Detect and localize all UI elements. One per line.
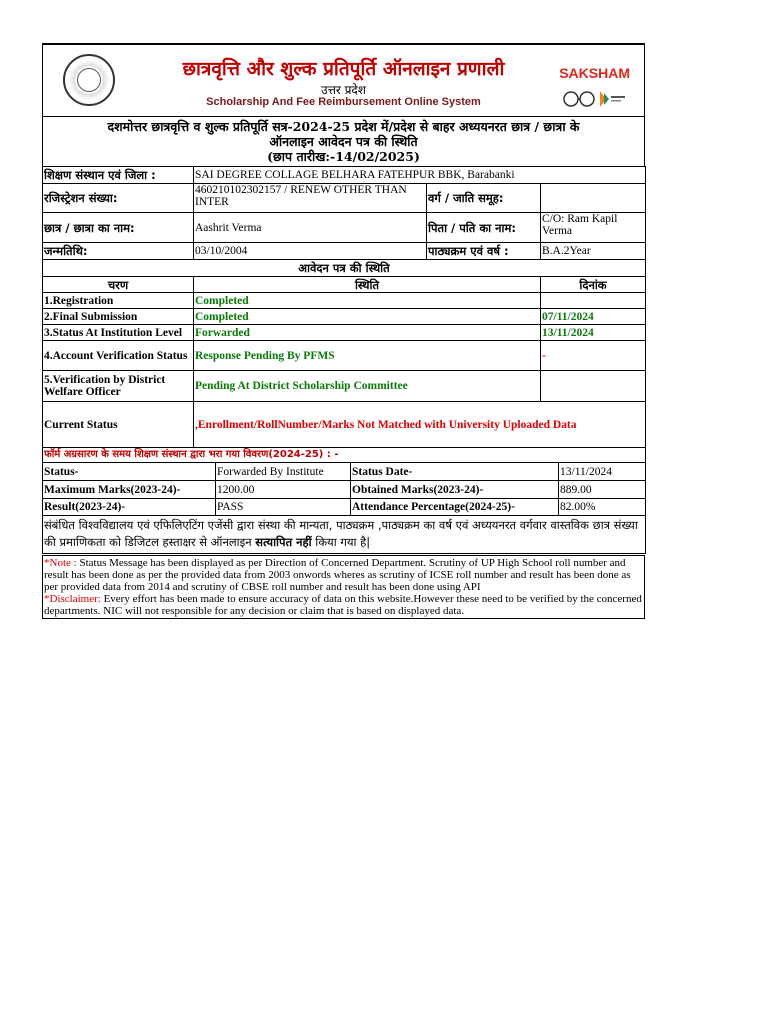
- stage-status: Response Pending By PFMS: [194, 341, 541, 371]
- attendance-label: Attendance Percentage(2024-25)-: [351, 499, 559, 516]
- category-value: [541, 184, 646, 213]
- current-status-value: ,Enrollment/RollNumber/Marks Not Matched with University Uploaded Data: [194, 402, 646, 448]
- course-label: पाठ्यक्रम एवं वर्ष :: [427, 243, 541, 260]
- stage: 5.Verification by District Welfare Officer: [43, 371, 194, 402]
- fwd-status-value: Forwarded By Institute: [216, 463, 351, 481]
- dob-label: जन्मतिथि:: [43, 243, 194, 260]
- max-marks-label: Maximum Marks(2023-24)-: [43, 481, 216, 499]
- stage-status: Forwarded: [194, 325, 541, 341]
- note-text: Status Message has been displayed as per Direction of Concerned Department. Scrutiny of UP High School roll number and result has been done as per the provided data from 2003 onwords wheres as scrutiny of ICSE roll number and result has been done as per provided data from 2014 and scrutiny of CBSE roll number and result has been done using API: [44, 557, 631, 593]
- print-date: (छाप तारीख:-14/02/2025): [267, 149, 420, 164]
- stage-status: Pending At District Scholarship Committee: [194, 371, 541, 402]
- digital-india-logo-icon: [562, 87, 626, 111]
- col-stage: चरण: [43, 277, 194, 293]
- registration-value: 460210102302157 / RENEW OTHER THAN INTER: [194, 184, 427, 213]
- obtained-marks-value: 889.00: [559, 481, 646, 499]
- registration-label: रजिस्ट्रेशन संख्या:: [43, 184, 194, 213]
- stage-date: -: [541, 341, 646, 371]
- fwd-status-date-label: Status Date-: [351, 463, 559, 481]
- note-disclaimer: [42, 555, 645, 619]
- category-label: वर्ग / जाति समूह:: [427, 184, 541, 213]
- course-value: B.A.2Year: [541, 243, 646, 260]
- declaration-text: संबंधित विश्वविद्यालय एवं एफिलिएटिंग एजेंसी द्वारा संस्था की मान्यता, पाठ्यक्रम ,पाठ्यक्रम का वर्ष एवं अध्ययनरत वर्गवार वास्तविक छात्र संख्या की प्रमाणिकता को डिजिटल हस्ताक्षर से ऑनलाइन: [44, 518, 638, 549]
- stage: 1.Registration: [43, 293, 194, 309]
- stage: 3.Status At Institution Level: [43, 325, 194, 341]
- table-row: [43, 371, 646, 402]
- subtitle-line-2: ऑनलाइन आवेदन पत्र की स्थिति: [269, 134, 418, 149]
- subtitle-line-1: दशमोत्तर छात्रवृत्ति व शुल्क प्रतिपूर्ति सत्र-2024-25 प्रदेश में/प्रदेश से बाहर अध्ययनरत छात्र / छात्रा के: [107, 119, 580, 134]
- attendance-value: 82.00%: [559, 499, 646, 516]
- stage-status: Completed: [194, 293, 541, 309]
- declaration: [43, 516, 646, 554]
- fwd-status-label: Status-: [43, 463, 216, 481]
- application-subtitle: [42, 117, 645, 167]
- table-row: [43, 293, 646, 309]
- student-info-table: [42, 166, 646, 277]
- fwd-status-date-value: 13/11/2024: [559, 463, 646, 481]
- table-row: [43, 309, 646, 325]
- table-row: [43, 325, 646, 341]
- note-label: *Note :: [44, 557, 77, 569]
- stage-date: [541, 371, 646, 402]
- header-state: उत्तर प्रदेश: [321, 83, 366, 97]
- header-title-english: Scholarship And Fee Reimbursement Online System: [206, 96, 481, 108]
- stage-date: 07/11/2024: [541, 309, 646, 325]
- disclaimer-text: Every effort has been made to ensure accuracy of data on this website.However these need to be verified by the concerned departments. NIC will not responsible for any decision or claim that is based on displayed data.: [44, 593, 642, 617]
- header: [42, 43, 645, 117]
- obtained-marks-label: Obtained Marks(2023-24)-: [351, 481, 559, 499]
- student-name-label: छात्र / छात्रा का नाम:: [43, 213, 194, 243]
- table-row: [43, 341, 646, 371]
- status-table: [42, 276, 646, 448]
- declaration-end: किया गया है|: [315, 535, 371, 549]
- col-date: दिनांक: [541, 277, 646, 293]
- father-name-value: C/O: Ram Kapil Verma: [541, 213, 646, 243]
- result-label: Result(2023-24)-: [43, 499, 216, 516]
- current-status-label: Current Status: [43, 402, 194, 448]
- disclaimer-label: *Disclaimer:: [44, 593, 101, 605]
- stage: 4.Account Verification Status: [43, 341, 194, 371]
- result-value: PASS: [216, 499, 351, 516]
- dob-value: 03/10/2004: [194, 243, 427, 260]
- institution-value: SAI DEGREE COLLAGE BELHARA FATEHPUR BBK, Barabanki: [194, 167, 646, 184]
- institution-label: शिक्षण संस्थान एवं जिला :: [43, 167, 194, 184]
- saksham-brand: SAKSHAM: [559, 65, 630, 81]
- stage-status: Completed: [194, 309, 541, 325]
- student-name-value: Aashrit Verma: [194, 213, 427, 243]
- father-name-label: पिता / पति का नाम:: [427, 213, 541, 243]
- status-section-heading: आवेदन पत्र की स्थिति: [43, 260, 646, 277]
- stage-date: [541, 293, 646, 309]
- stage-date: 13/11/2024: [541, 325, 646, 341]
- max-marks-value: 1200.00: [216, 481, 351, 499]
- col-status: स्थिति: [194, 277, 541, 293]
- stage: 2.Final Submission: [43, 309, 194, 325]
- header-title-hindi: छात्रवृत्ति और शुल्क प्रतिपूर्ति ऑनलाइन प्रणाली: [182, 58, 505, 80]
- forwarding-details-table: [42, 447, 646, 554]
- declaration-bold: सत्यापित नहीं: [255, 535, 312, 549]
- status-document: [42, 43, 645, 619]
- forwarding-heading: फॉर्म अग्रसारण के समय शिक्षण संस्थान द्वारा भरा गया विवरण(2024-25) : -: [43, 448, 646, 463]
